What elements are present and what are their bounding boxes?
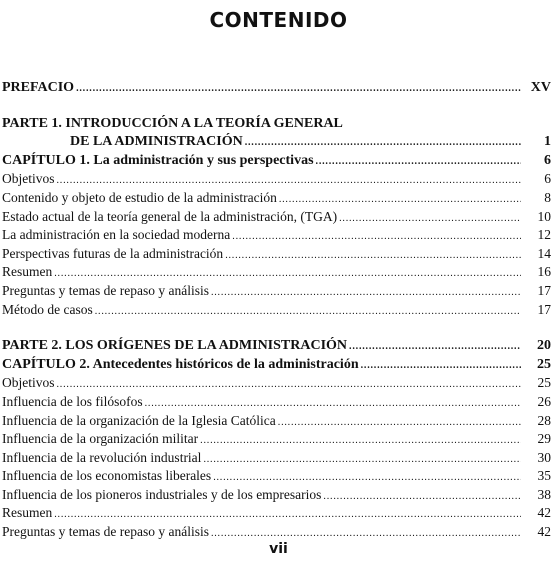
toc-part-1-heading-cont <box>2 133 551 152</box>
toc-entry <box>2 467 551 486</box>
toc-entry-page: 30 <box>537 449 551 465</box>
table-of-contents <box>2 79 551 542</box>
toc-entry-page: 12 <box>537 227 551 243</box>
toc-entry <box>2 301 551 320</box>
toc-entry-title: Resumen <box>2 264 53 280</box>
toc-entry <box>2 170 551 189</box>
toc-entry-title: Influencia de la organización de la Iglesia Católica <box>2 412 276 428</box>
toc-entry-title: Influencia de la organización militar <box>2 431 199 447</box>
toc-entry-page: XV <box>530 80 551 95</box>
toc-part-title-cont: DE LA ADMINISTRACIÓN <box>70 134 243 150</box>
dot-leader <box>225 247 521 266</box>
page-number: vii <box>269 541 288 557</box>
toc-part-2-heading <box>2 337 551 356</box>
toc-chapter-title: CAPÍTULO 2. Antecedentes históricos de la administración <box>2 356 359 372</box>
toc-entry-title: Preguntas y temas de repaso y análisis <box>2 524 209 540</box>
page-title: CONTENIDO <box>209 8 348 32</box>
toc-part-1-heading <box>2 115 551 134</box>
dot-leader <box>339 210 521 229</box>
toc-entry <box>2 263 551 282</box>
toc-entry <box>2 430 551 449</box>
toc-entry-page: 38 <box>537 486 551 502</box>
toc-entry-prefacio <box>2 79 551 98</box>
toc-entry-title: Objetivos <box>2 375 55 391</box>
dot-leader <box>278 414 521 433</box>
toc-entry-title: Influencia de los pioneros industriales y de los empresarios <box>2 486 322 502</box>
toc-entry-title: PREFACIO <box>2 80 75 95</box>
toc-entry-title: Objetivos <box>2 171 55 187</box>
toc-entry-page: 42 <box>537 524 551 540</box>
toc-entry-page: 10 <box>537 208 551 224</box>
toc-chapter-title: CAPÍTULO 1. La administración y sus perspectivas <box>2 152 314 168</box>
dot-leader <box>245 134 521 153</box>
toc-entry-page: 25 <box>537 356 551 372</box>
dot-leader <box>232 228 521 247</box>
toc-entry-title: La administración en la sociedad moderna <box>2 227 231 243</box>
dot-leader <box>349 338 521 357</box>
dot-leader <box>200 432 521 451</box>
toc-entry <box>2 486 551 505</box>
dot-leader <box>211 284 521 303</box>
toc-entry <box>2 282 551 301</box>
toc-entry <box>2 245 551 264</box>
toc-entry-page: 6 <box>544 171 551 187</box>
toc-entry-title: Influencia de la revolución industrial <box>2 449 202 465</box>
toc-entry-page: 8 <box>544 189 551 205</box>
toc-entry-title: Perspectivas futuras de la administración <box>2 245 224 261</box>
dot-leader <box>361 357 521 376</box>
toc-entry-title: Influencia de los filósofos <box>2 393 143 409</box>
toc-chapter-1 <box>2 152 551 171</box>
toc-entry-title: Preguntas y temas de repaso y análisis <box>2 282 209 298</box>
toc-entry <box>2 393 551 412</box>
dot-leader <box>203 451 521 470</box>
toc-entry-title: Influencia de los economistas liberales <box>2 468 212 484</box>
toc-entry-title: Estado actual de la teoría general de la administración, (TGA) <box>2 208 338 224</box>
dot-leader <box>76 80 521 99</box>
toc-entry <box>2 449 551 468</box>
toc-entry-page: 17 <box>537 282 551 298</box>
toc-entry-page: 28 <box>537 412 551 428</box>
toc-entry-title: Método de casos <box>2 301 93 317</box>
toc-entry-page: 6 <box>544 152 551 168</box>
toc-entry-page: 20 <box>537 338 551 354</box>
toc-entry-title: Resumen <box>2 505 53 521</box>
toc-part-title: PARTE 2. LOS ORÍGENES DE LA ADMINISTRACIÓN <box>2 338 348 354</box>
toc-entry <box>2 208 551 227</box>
toc-entry-page: 35 <box>537 468 551 484</box>
toc-entry-page: 14 <box>537 245 551 261</box>
toc-entry-page: 29 <box>537 431 551 447</box>
dot-leader <box>95 303 521 322</box>
chapter-1-entries <box>2 170 551 319</box>
toc-entry <box>2 189 551 208</box>
toc-part-title: PARTE 1. INTRODUCCIÓN A LA TEORÍA GENERAL <box>2 115 343 131</box>
toc-entry-page: 42 <box>537 505 551 521</box>
toc-chapter-2 <box>2 356 551 375</box>
toc-entry-page: 25 <box>537 375 551 391</box>
dot-leader <box>316 153 521 172</box>
toc-entry-page: 26 <box>537 393 551 409</box>
toc-entry-title: Contenido y objeto de estudio de la administración <box>2 189 277 205</box>
toc-entry-page: 17 <box>537 301 551 317</box>
toc-entry <box>2 226 551 245</box>
toc-entry <box>2 523 551 542</box>
dot-leader <box>323 488 521 507</box>
toc-entry <box>2 504 551 523</box>
toc-entry-page: 16 <box>537 264 551 280</box>
toc-entry-page: 1 <box>544 134 551 150</box>
toc-entry <box>2 374 551 393</box>
chapter-2-entries <box>2 374 551 541</box>
toc-entry <box>2 412 551 431</box>
